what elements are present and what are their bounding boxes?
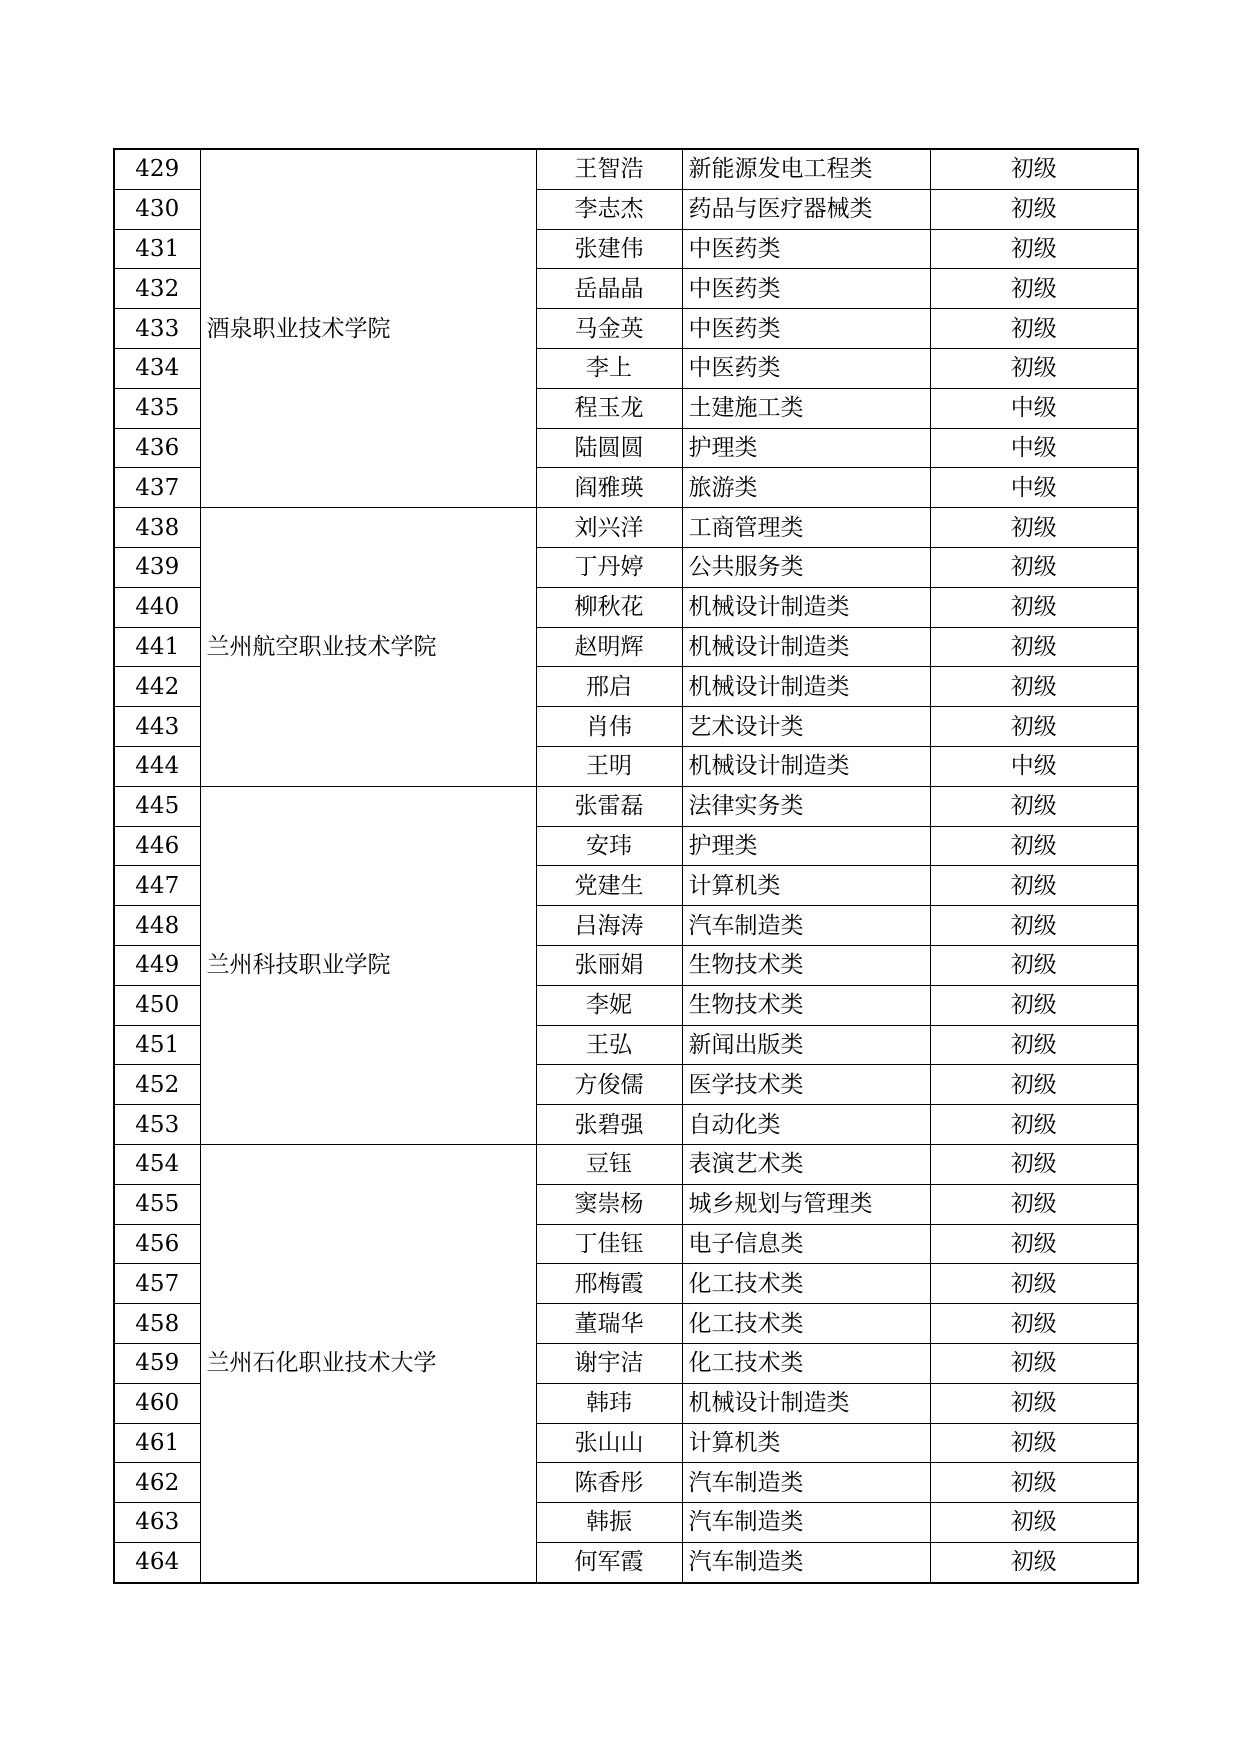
category: 工商管理类 [682,508,930,548]
person-name: 方俊儒 [536,1065,682,1105]
row-number: 457 [114,1264,200,1304]
table-row [114,149,1138,189]
level: 中级 [930,746,1138,786]
level: 初级 [930,1503,1138,1543]
row-number: 442 [114,667,200,707]
level: 初级 [930,309,1138,349]
roster-table [113,148,1139,1584]
level: 初级 [930,945,1138,985]
row-number: 454 [114,1144,200,1184]
person-name: 陆圆圆 [536,428,682,468]
category: 城乡规划与管理类 [682,1184,930,1224]
level: 初级 [930,985,1138,1025]
level: 初级 [930,229,1138,269]
category: 生物技术类 [682,945,930,985]
person-name: 董瑞华 [536,1304,682,1344]
roster-table-body [114,149,1138,1583]
row-number: 461 [114,1423,200,1463]
table-row [114,508,1138,548]
table-row [114,786,1138,826]
row-number: 460 [114,1383,200,1423]
row-number: 453 [114,1105,200,1145]
category: 护理类 [682,826,930,866]
category: 中医药类 [682,348,930,388]
category: 中医药类 [682,269,930,309]
row-number: 462 [114,1463,200,1503]
person-name: 邢启 [536,667,682,707]
row-number: 464 [114,1542,200,1582]
level: 初级 [930,547,1138,587]
person-name: 何军霞 [536,1542,682,1582]
level: 初级 [930,149,1138,189]
person-name: 李上 [536,348,682,388]
level: 初级 [930,348,1138,388]
row-number: 451 [114,1025,200,1065]
person-name: 韩玮 [536,1383,682,1423]
person-name: 李志杰 [536,189,682,229]
category: 化工技术类 [682,1304,930,1344]
category: 计算机类 [682,1423,930,1463]
row-number: 455 [114,1184,200,1224]
category: 药品与医疗器械类 [682,189,930,229]
category: 机械设计制造类 [682,667,930,707]
row-number: 433 [114,309,200,349]
row-number: 448 [114,906,200,946]
category: 新闻出版类 [682,1025,930,1065]
level: 初级 [930,189,1138,229]
category: 计算机类 [682,866,930,906]
person-name: 丁丹婷 [536,547,682,587]
category: 艺术设计类 [682,707,930,747]
person-name: 张丽娟 [536,945,682,985]
person-name: 张碧强 [536,1105,682,1145]
level: 初级 [930,1383,1138,1423]
school-name: 兰州石化职业技术大学 [200,1144,536,1582]
person-name: 柳秋花 [536,587,682,627]
level: 初级 [930,1025,1138,1065]
level: 初级 [930,1423,1138,1463]
level: 初级 [930,1224,1138,1264]
row-number: 439 [114,547,200,587]
row-number: 441 [114,627,200,667]
row-number: 432 [114,269,200,309]
row-number: 449 [114,945,200,985]
level: 初级 [930,1343,1138,1383]
category: 医学技术类 [682,1065,930,1105]
row-number: 443 [114,707,200,747]
person-name: 张雷磊 [536,786,682,826]
person-name: 肖伟 [536,707,682,747]
level: 初级 [930,269,1138,309]
person-name: 安玮 [536,826,682,866]
person-name: 张建伟 [536,229,682,269]
category: 土建施工类 [682,388,930,428]
person-name: 赵明辉 [536,627,682,667]
level: 初级 [930,1065,1138,1105]
person-name: 阎雅瑛 [536,468,682,508]
person-name: 李妮 [536,985,682,1025]
category: 汽车制造类 [682,1503,930,1543]
level: 初级 [930,1304,1138,1344]
row-number: 445 [114,786,200,826]
row-number: 440 [114,587,200,627]
category: 机械设计制造类 [682,587,930,627]
category: 汽车制造类 [682,1542,930,1582]
category: 生物技术类 [682,985,930,1025]
row-number: 458 [114,1304,200,1344]
category: 表演艺术类 [682,1144,930,1184]
row-number: 446 [114,826,200,866]
row-number: 429 [114,149,200,189]
category: 公共服务类 [682,547,930,587]
level: 初级 [930,508,1138,548]
category: 电子信息类 [682,1224,930,1264]
row-number: 459 [114,1343,200,1383]
level: 初级 [930,587,1138,627]
person-name: 韩振 [536,1503,682,1543]
row-number: 444 [114,746,200,786]
level: 初级 [930,1144,1138,1184]
person-name: 岳晶晶 [536,269,682,309]
row-number: 438 [114,508,200,548]
school-name: 兰州航空职业技术学院 [200,508,536,787]
person-name: 吕海涛 [536,906,682,946]
person-name: 窦崇杨 [536,1184,682,1224]
school-name: 酒泉职业技术学院 [200,149,536,508]
category: 法律实务类 [682,786,930,826]
category: 机械设计制造类 [682,1383,930,1423]
row-number: 463 [114,1503,200,1543]
category: 机械设计制造类 [682,627,930,667]
category: 汽车制造类 [682,1463,930,1503]
person-name: 王弘 [536,1025,682,1065]
person-name: 马金英 [536,309,682,349]
category: 护理类 [682,428,930,468]
category: 新能源发电工程类 [682,149,930,189]
level: 初级 [930,786,1138,826]
table-row [114,1144,1138,1184]
level: 初级 [930,1542,1138,1582]
person-name: 邢梅霞 [536,1264,682,1304]
level: 初级 [930,707,1138,747]
category: 汽车制造类 [682,906,930,946]
category: 化工技术类 [682,1343,930,1383]
person-name: 刘兴洋 [536,508,682,548]
row-number: 450 [114,985,200,1025]
row-number: 456 [114,1224,200,1264]
row-number: 452 [114,1065,200,1105]
person-name: 程玉龙 [536,388,682,428]
person-name: 王明 [536,746,682,786]
level: 初级 [930,906,1138,946]
level: 初级 [930,667,1138,707]
level: 中级 [930,388,1138,428]
category: 中医药类 [682,229,930,269]
person-name: 张山山 [536,1423,682,1463]
person-name: 王智浩 [536,149,682,189]
person-name: 谢宇洁 [536,1343,682,1383]
level: 初级 [930,1105,1138,1145]
level: 初级 [930,1463,1138,1503]
category: 机械设计制造类 [682,746,930,786]
school-name: 兰州科技职业学院 [200,786,536,1144]
row-number: 435 [114,388,200,428]
row-number: 437 [114,468,200,508]
person-name: 豆钰 [536,1144,682,1184]
row-number: 447 [114,866,200,906]
category: 自动化类 [682,1105,930,1145]
level: 初级 [930,826,1138,866]
row-number: 436 [114,428,200,468]
person-name: 陈香彤 [536,1463,682,1503]
row-number: 434 [114,348,200,388]
person-name: 丁佳钰 [536,1224,682,1264]
level: 中级 [930,428,1138,468]
person-name: 党建生 [536,866,682,906]
level: 初级 [930,1184,1138,1224]
level: 中级 [930,468,1138,508]
category: 中医药类 [682,309,930,349]
level: 初级 [930,627,1138,667]
level: 初级 [930,1264,1138,1304]
row-number: 430 [114,189,200,229]
category: 化工技术类 [682,1264,930,1304]
row-number: 431 [114,229,200,269]
level: 初级 [930,866,1138,906]
category: 旅游类 [682,468,930,508]
